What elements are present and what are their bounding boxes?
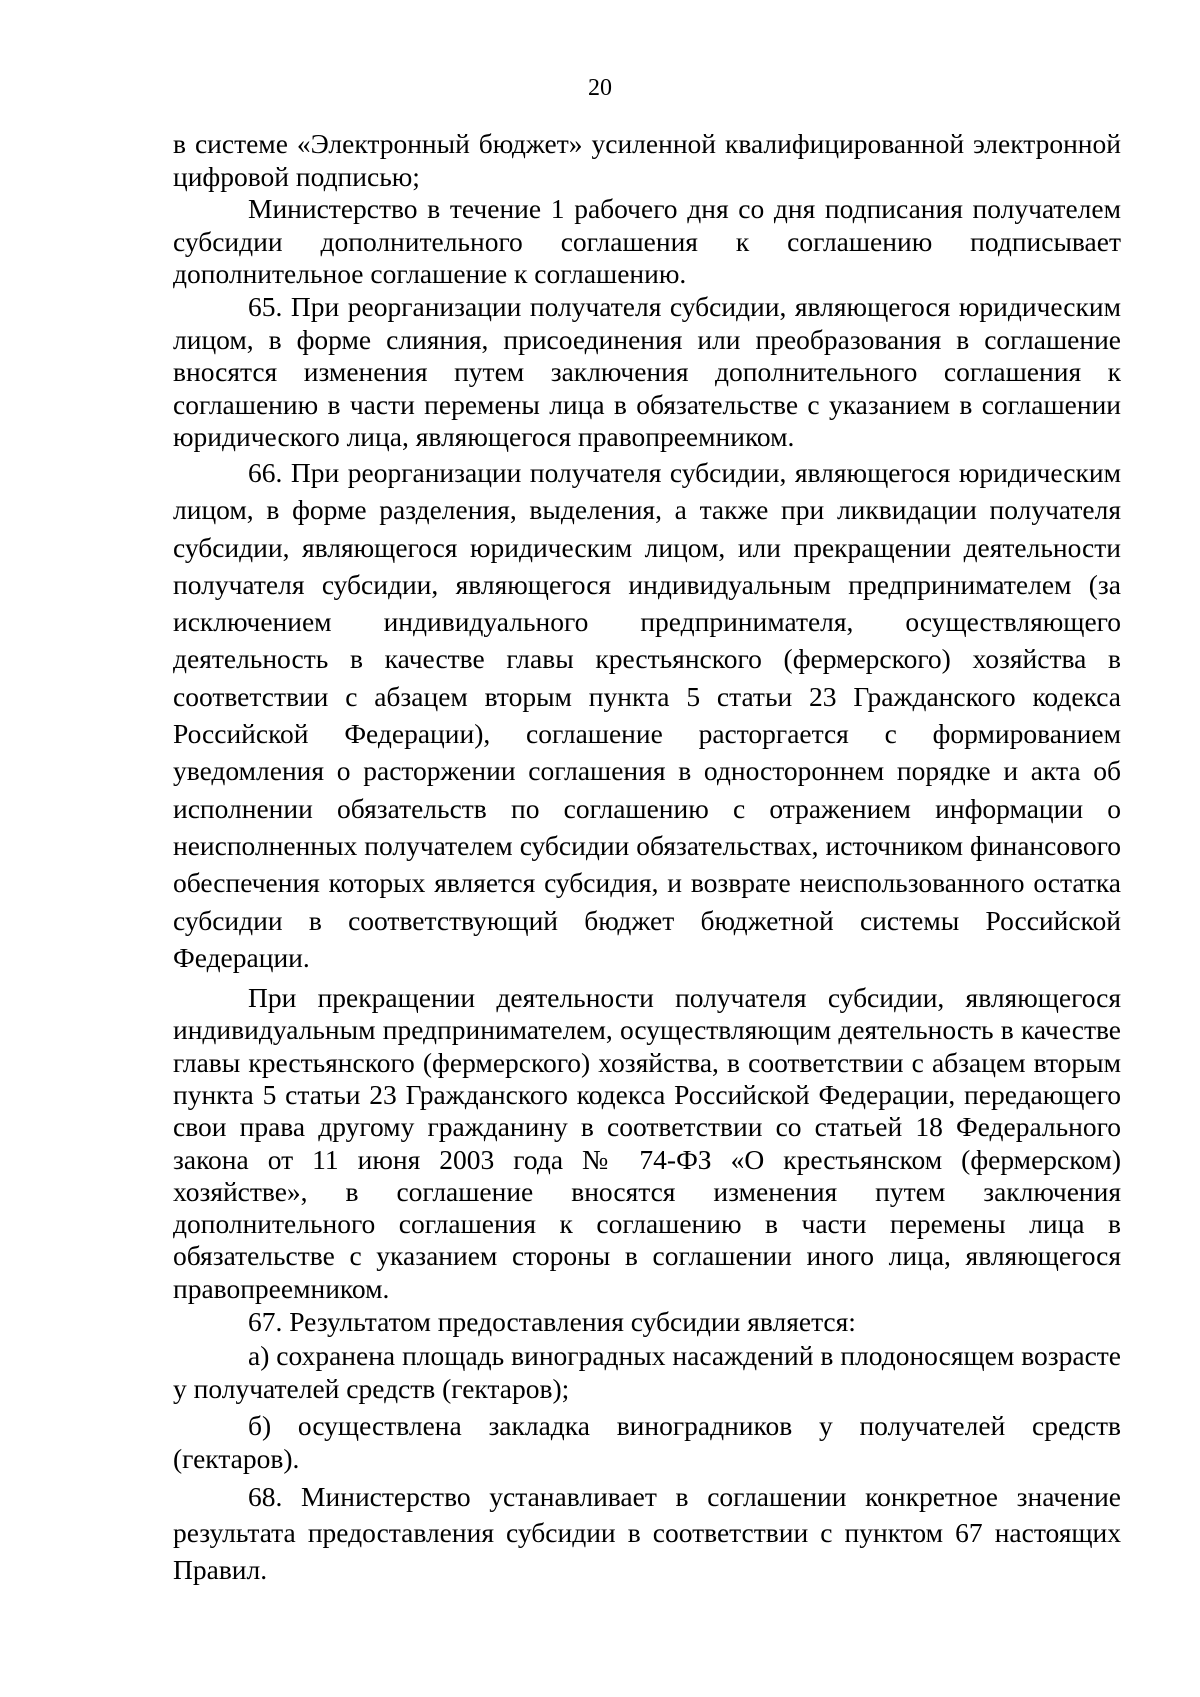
paragraph-67: 67. Результатом предоставления субсидии является: (248, 1306, 856, 1338)
paragraph-ministry-signing: Министерство в течение 1 рабочего дня со дня подписания получателем субсидии дополнительного соглашения к соглашению подписывает дополнительное соглашение к соглашению. (173, 193, 1121, 290)
paragraph-65: 65. При реорганизации получателя субсидии, являющегося юридическим лицом, в форме слияния, присоединения или преобразования в соглашение вносятся изменения путем заключения дополнительного соглашения к соглашению в части перемены лица в обязательстве с указанием в соглашении юридического лица, являющегося правопреемником. (173, 290, 1121, 453)
paragraph-signature-continuation: в системе «Электронный бюджет» усиленной квалифицированной электронной цифровой подписью; (173, 128, 1121, 192)
paragraph-66: 66. При реорганизации получателя субсидии, являющегося юридическим лицом, в форме разделения, выделения, а также при ликвидации получателя субсидии, являющегося юридическим лицом, или прекращении деятельности получателя субсидии, являющегося индивидуальным предпринимателем (за исключением индивидуального предпринимателя, осуществляющего деятельность в качестве главы крестьянского (фермерского) хозяйства в соответствии с абзацем вторым пункта 5 статьи 23 Гражданского кодекса Российской Федерации), соглашение расторгается с формированием уведомления о расторжении соглашения в одностороннем порядке и акта об исполнении обязательств по соглашению с отражением информации о неисполненных получателем субсидии обязательствах, источником финансового обеспечения которых является субсидия, и возврате неиспользованного остатка субсидии в соответствующий бюджет бюджетной системы Российской Федерации. (173, 456, 1121, 973)
list-item-a: а) сохранена площадь виноградных насаждений в плодоносящем возрасте у получателей средств (гектаров); (173, 1339, 1121, 1405)
list-item-b: б) осуществлена закладка виноградников у получателей средств (гектаров). (173, 1409, 1121, 1475)
document-body (173, 128, 1121, 1588)
page-number: 20 (588, 75, 612, 101)
paragraph-termination-of-activity: При прекращении деятельности получателя субсидии, являющегося индивидуальным предпринимателем, осуществляющим деятельность в качестве главы крестьянского (фермерского) хозяйства, в соответствии с абзацем вторым пункта 5 статьи 23 Гражданского кодекса Российской Федерации, передающего свои права другому гражданину в соответствии со статьей 18 Федерального закона от 11 июня 2003 года № 74-ФЗ «О крестьянском (фермерском) хозяйстве», в соглашение вносятся изменения путем заключения дополнительного соглашения к соглашению в части перемены лица в обязательстве с указанием стороны в соглашении иного лица, являющегося правопреемником. (173, 982, 1121, 1304)
paragraph-68: 68. Министерство устанавливает в соглашении конкретное значение результата предоставления субсидии в соответствии с пунктом 67 настоящих Правил. (173, 1480, 1121, 1585)
